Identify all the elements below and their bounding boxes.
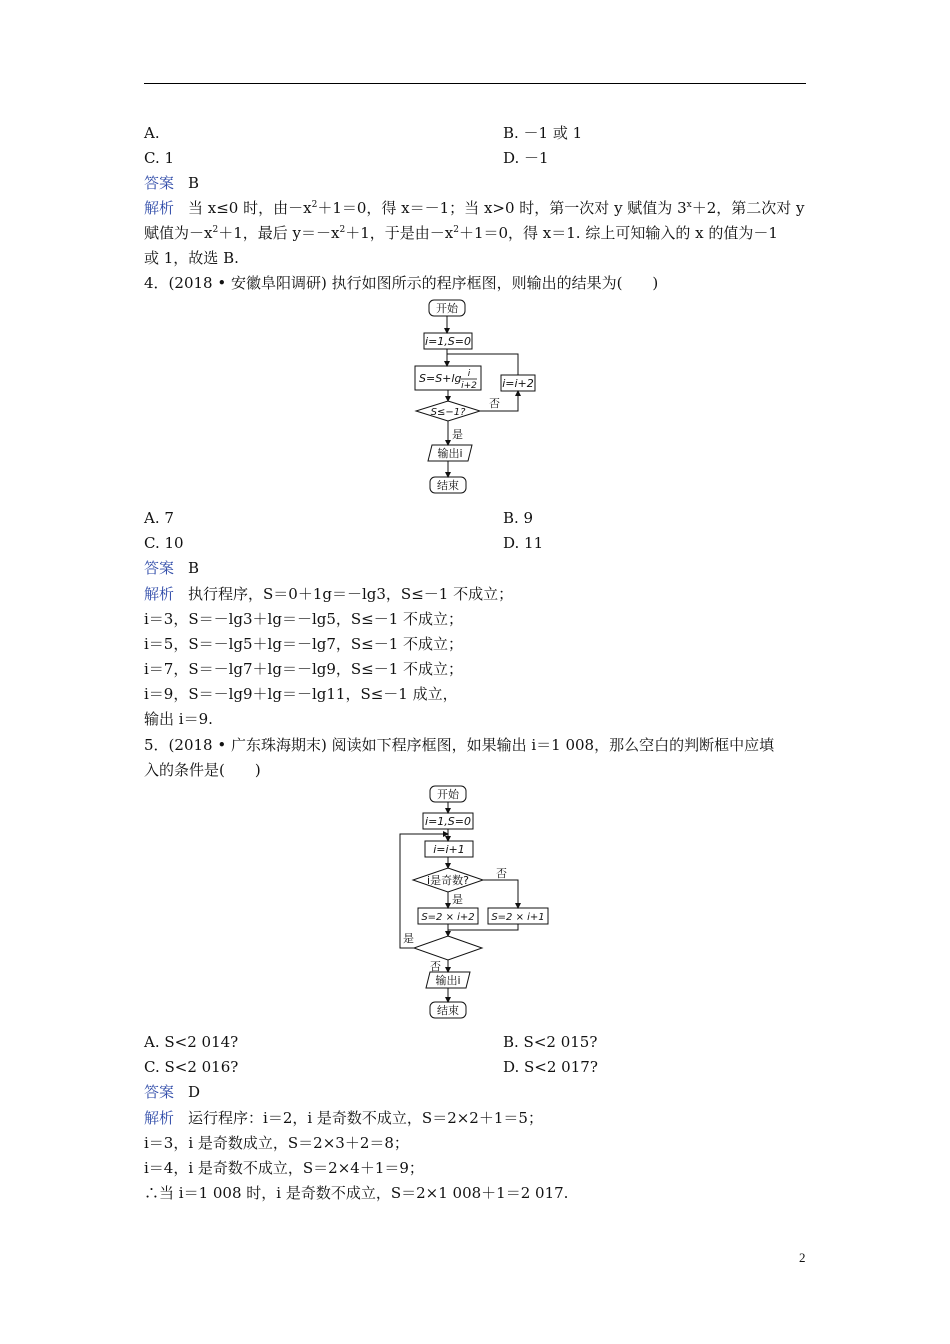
q4-stem: 4．(2018 • 安徽阜阳调研) 执行如图所示的程序框图，则输出的结果为( ): [144, 274, 659, 292]
text: 运行程序：i＝2，i 是奇数不成立，S＝2×2＋1＝5；: [188, 1109, 543, 1127]
superscript: 2: [212, 225, 219, 235]
text: ＋1，最后 y＝－x: [218, 224, 340, 242]
q4-answer: [144, 558, 199, 578]
flow-right-assign: S=2 × i+1: [491, 912, 545, 923]
analysis-label: 解析: [144, 199, 175, 217]
q5-analysis-line3: i＝4，i 是奇数不成立，S＝2×4＋1＝9；: [144, 1159, 424, 1177]
q5-stem-line1: 5．(2018 • 广东珠海期末) 阅读如下程序框图，如果输出 i＝1 008，那么空白的判断框中应填: [144, 736, 775, 754]
q3-analysis-line2: [144, 223, 778, 243]
text: 赋值为－x: [144, 224, 213, 242]
flow-no: 否: [496, 867, 507, 880]
analysis-label: 解析: [144, 1109, 175, 1127]
q3-option-a: A.: [144, 124, 160, 142]
q3-analysis-line1: [144, 198, 805, 218]
q3-answer: [144, 173, 199, 193]
flow-left-assign: S=2 × i+2: [421, 912, 475, 923]
flow-output: 输出i: [435, 974, 461, 987]
q5-analysis-line1: [144, 1108, 543, 1128]
answer-label: 答案: [144, 559, 175, 577]
header-rule: [144, 83, 806, 84]
q5-option-c: C. S<2 016?: [144, 1058, 239, 1076]
q5-flowchart: [390, 782, 560, 1024]
text: ＋1，于是由－x: [345, 224, 454, 242]
page-number: 2: [799, 1250, 806, 1265]
q5-analysis-line2: i＝3，i 是奇数成立，S＝2×3＋2＝8；: [144, 1134, 409, 1152]
q4-option-c: C. 10: [144, 534, 184, 552]
superscript: 2: [339, 225, 346, 235]
answer-value: B: [188, 174, 200, 192]
flow-condition: i是奇数?: [427, 874, 469, 887]
q5-option-a: A. S<2 014?: [144, 1033, 239, 1051]
answer-label: 答案: [144, 174, 175, 192]
text: ＋1＝0，得 x＝－1；当 x>0 时，第一次对 y 赋值为 3: [317, 199, 687, 217]
flow-frac-den: i+2: [461, 381, 477, 391]
q4-analysis-line1: [144, 584, 513, 604]
q5-option-b: B. S<2 015?: [503, 1033, 598, 1051]
flow-yes: 是: [452, 893, 463, 906]
flow-output: 输出i: [437, 447, 463, 460]
text: 当 x≤0 时，由－x: [188, 199, 312, 217]
flow-condition: S≤−1?: [430, 407, 466, 418]
q4-analysis-line5: i＝9，S＝－lg9＋lg＝－lg11，S≤－1 成立，: [144, 685, 458, 703]
flow-end: 结束: [437, 1004, 459, 1017]
text: ＋2，第二次对 y: [691, 199, 805, 217]
text: ＋1＝0，得 x＝1. 综上可知输入的 x 的值为－1: [458, 224, 778, 242]
q4-option-a: A. 7: [144, 509, 174, 527]
q4-analysis-line3: i＝5，S＝－lg5＋lg＝－lg7，S≤－1 不成立；: [144, 635, 464, 653]
superscript: x: [686, 200, 692, 210]
flow-start: 开始: [437, 788, 459, 801]
flow-frac-num: i: [467, 369, 471, 379]
analysis-label: 解析: [144, 585, 175, 603]
superscript: 2: [311, 200, 318, 210]
q5-answer: [144, 1082, 200, 1102]
q4-analysis-line4: i＝7，S＝－lg7＋lg＝－lg9，S≤－1 不成立；: [144, 660, 464, 678]
flow-init: i=1,S=0: [425, 815, 471, 828]
flow-assign: S=S+lg: [419, 372, 462, 385]
q5-stem-line2: 入的条件是( ): [144, 761, 261, 779]
flow-init: i=1,S=0: [425, 335, 471, 348]
flow-end: 结束: [437, 479, 459, 492]
q5-option-d: D. S<2 017?: [503, 1058, 598, 1076]
answer-label: 答案: [144, 1083, 175, 1101]
superscript: 2: [453, 225, 459, 235]
answer-value: D: [188, 1083, 201, 1101]
q4-analysis-line6: 输出 i＝9.: [144, 710, 213, 728]
flow-yes: 是: [452, 428, 463, 441]
q3-analysis-line3: 或 1，故选 B.: [144, 249, 239, 267]
q4-analysis-line2: i＝3，S＝－lg3＋lg＝－lg5，S≤－1 不成立；: [144, 610, 464, 628]
q4-flowchart: [405, 296, 545, 498]
q3-option-b: B. －1 或 1: [503, 124, 583, 142]
flow-increment: i=i+1: [433, 843, 465, 856]
q3-option-d: D. －1: [503, 149, 549, 167]
text: 执行程序，S＝0＋1g＝－lg3，S≤－1 不成立；: [188, 585, 514, 603]
q3-option-c: C. 1: [144, 149, 175, 167]
q5-analysis-line4: ∴当 i＝1 008 时，i 是奇数不成立，S＝2×1 008＋1＝2 017.: [144, 1184, 569, 1202]
flow-increment: i=i+2: [502, 377, 534, 390]
q4-option-d: D. 11: [503, 534, 544, 552]
blank-decision-diamond: [414, 936, 482, 960]
q4-option-b: B. 9: [503, 509, 534, 527]
flow-loop-yes: 是: [403, 932, 414, 945]
flow-start: 开始: [436, 302, 458, 315]
flow-no: 否: [489, 397, 500, 410]
answer-value: B: [188, 559, 200, 577]
flow-exit-no: 否: [430, 960, 441, 973]
